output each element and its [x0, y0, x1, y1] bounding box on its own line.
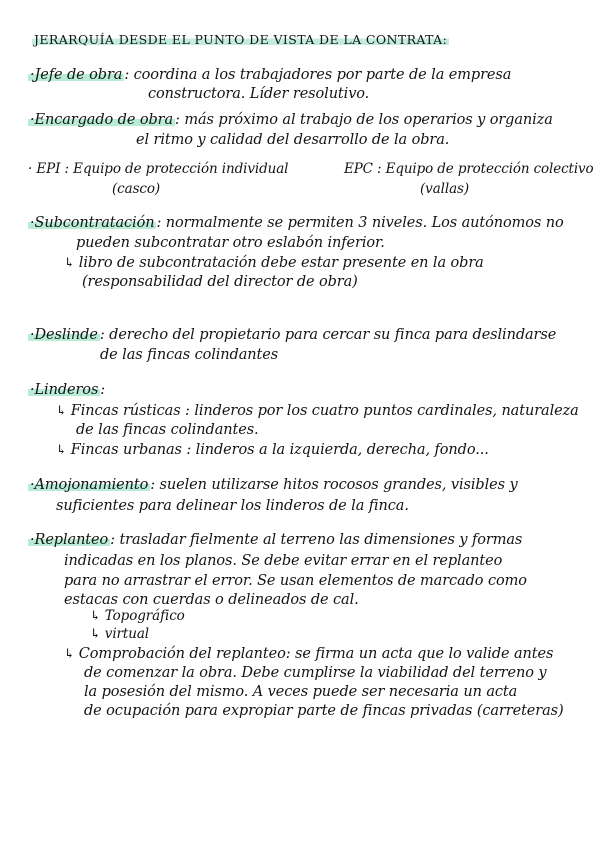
linderos-term: ·Linderos [30, 382, 99, 398]
linderos-text-2: de las fincas colindantes. [76, 422, 259, 438]
subcontratacion-bullet [64, 254, 484, 273]
subcontratacion-text-1: : normalmente se permiten 3 niveles. Los autónomos no [156, 215, 564, 231]
return-arrow-icon: ↳ [64, 256, 75, 271]
replanteo-text-8: de ocupación para expropiar parte de fincas privadas (carreteras) [84, 703, 564, 719]
deslinde-term: ·Deslinde [30, 327, 98, 343]
replanteo-entry [28, 531, 522, 549]
encargado-entry [28, 111, 553, 129]
epi-text-1: · EPI : Equipo de protección individual [28, 161, 289, 177]
jefe-obra-term: ·Jefe de obra [30, 67, 123, 83]
jefe-obra-text-1: : coordina a los trabajadores por parte de la empresa [124, 67, 512, 83]
jefe-obra-entry [28, 66, 511, 84]
linderos-bullet-2 [56, 441, 489, 460]
encargado-term: ·Encargado de obra [30, 112, 174, 128]
replanteo-text-5: Comprobación del replanteo: se firma un acta que lo valide antes [78, 646, 554, 662]
encargado-text-2: el ritmo y calidad del desarrollo de la obra. [136, 132, 450, 148]
replanteo-sub-2 [90, 625, 149, 644]
subcontratacion-text-2: pueden subcontratar otro eslabón inferior. [76, 235, 385, 251]
subcontratacion-entry [28, 214, 564, 232]
amojonamiento-entry [28, 476, 518, 494]
amojonamiento-text-2: suficientes para delinear los linderos de la finca. [56, 498, 409, 514]
deslinde-entry [28, 326, 556, 344]
replanteo-text-6: de comenzar la obra. Debe cumplirse la viabilidad del terreno y [84, 665, 547, 681]
linderos-colon: : [100, 382, 106, 398]
return-arrow-icon: ↳ [90, 609, 101, 624]
return-arrow-icon: ↳ [56, 443, 67, 458]
epi-text-2: (casco) [112, 181, 161, 197]
title-highlight: JERARQUÍA DESDE EL PUNTO DE VISTA DE LA CONTRATA: [34, 32, 448, 47]
page-title [32, 31, 449, 49]
replanteo-bullet [64, 645, 553, 664]
amojonamiento-text-1: : suelen utilizarse hitos rocosos grandes, visibles y [150, 477, 518, 493]
deslinde-text-1: : derecho del propietario para cercar su finca para deslindarse [99, 327, 557, 343]
encargado-text-1: : más próximo al trabajo de los operarios y organiza [175, 112, 553, 128]
replanteo-text-7: la posesión del mismo. A veces puede ser necesaria un acta [84, 684, 518, 700]
return-arrow-icon: ↳ [90, 627, 101, 642]
subcontratacion-term: ·Subcontratación [30, 215, 155, 231]
epc-text-1: EPC : Equipo de protección colectivo [344, 161, 594, 177]
deslinde-text-2: de las fincas colindantes [100, 347, 279, 363]
subcontratacion-text-3: libro de subcontratación debe estar presente en la obra [78, 255, 484, 271]
amojonamiento-term: ·Amojonamiento [30, 477, 149, 493]
replanteo-text-3: para no arrastrar el error. Se usan elementos de marcado como [64, 573, 527, 589]
jefe-obra-text-2: constructora. Líder resolutivo. [148, 86, 370, 102]
subcontratacion-text-4: (responsabilidad del director de obra) [82, 274, 358, 290]
replanteo-sub-1 [90, 607, 185, 626]
return-arrow-icon: ↳ [64, 647, 75, 662]
replanteo-text-4: estacas con cuerdas o delineados de cal. [64, 592, 359, 608]
linderos-text-3: Fincas urbanas : linderos a la izquierda, derecha, fondo... [70, 442, 489, 458]
replanteo-sub-2-label: virtual [104, 626, 149, 642]
replanteo-text-2: indicadas en los planos. Se debe evitar errar en el replanteo [64, 553, 503, 569]
linderos-entry [28, 381, 105, 399]
linderos-text-1: Fincas rústicas : linderos por los cuatro puntos cardinales, naturaleza [70, 403, 579, 419]
linderos-bullet-1 [56, 402, 579, 421]
return-arrow-icon: ↳ [56, 404, 67, 419]
replanteo-term: ·Replanteo [30, 532, 109, 548]
replanteo-text-1: : trasladar fielmente al terreno las dimensiones y formas [110, 532, 523, 548]
replanteo-sub-1-label: Topográfico [104, 608, 185, 624]
epc-text-2: (vallas) [420, 181, 470, 197]
